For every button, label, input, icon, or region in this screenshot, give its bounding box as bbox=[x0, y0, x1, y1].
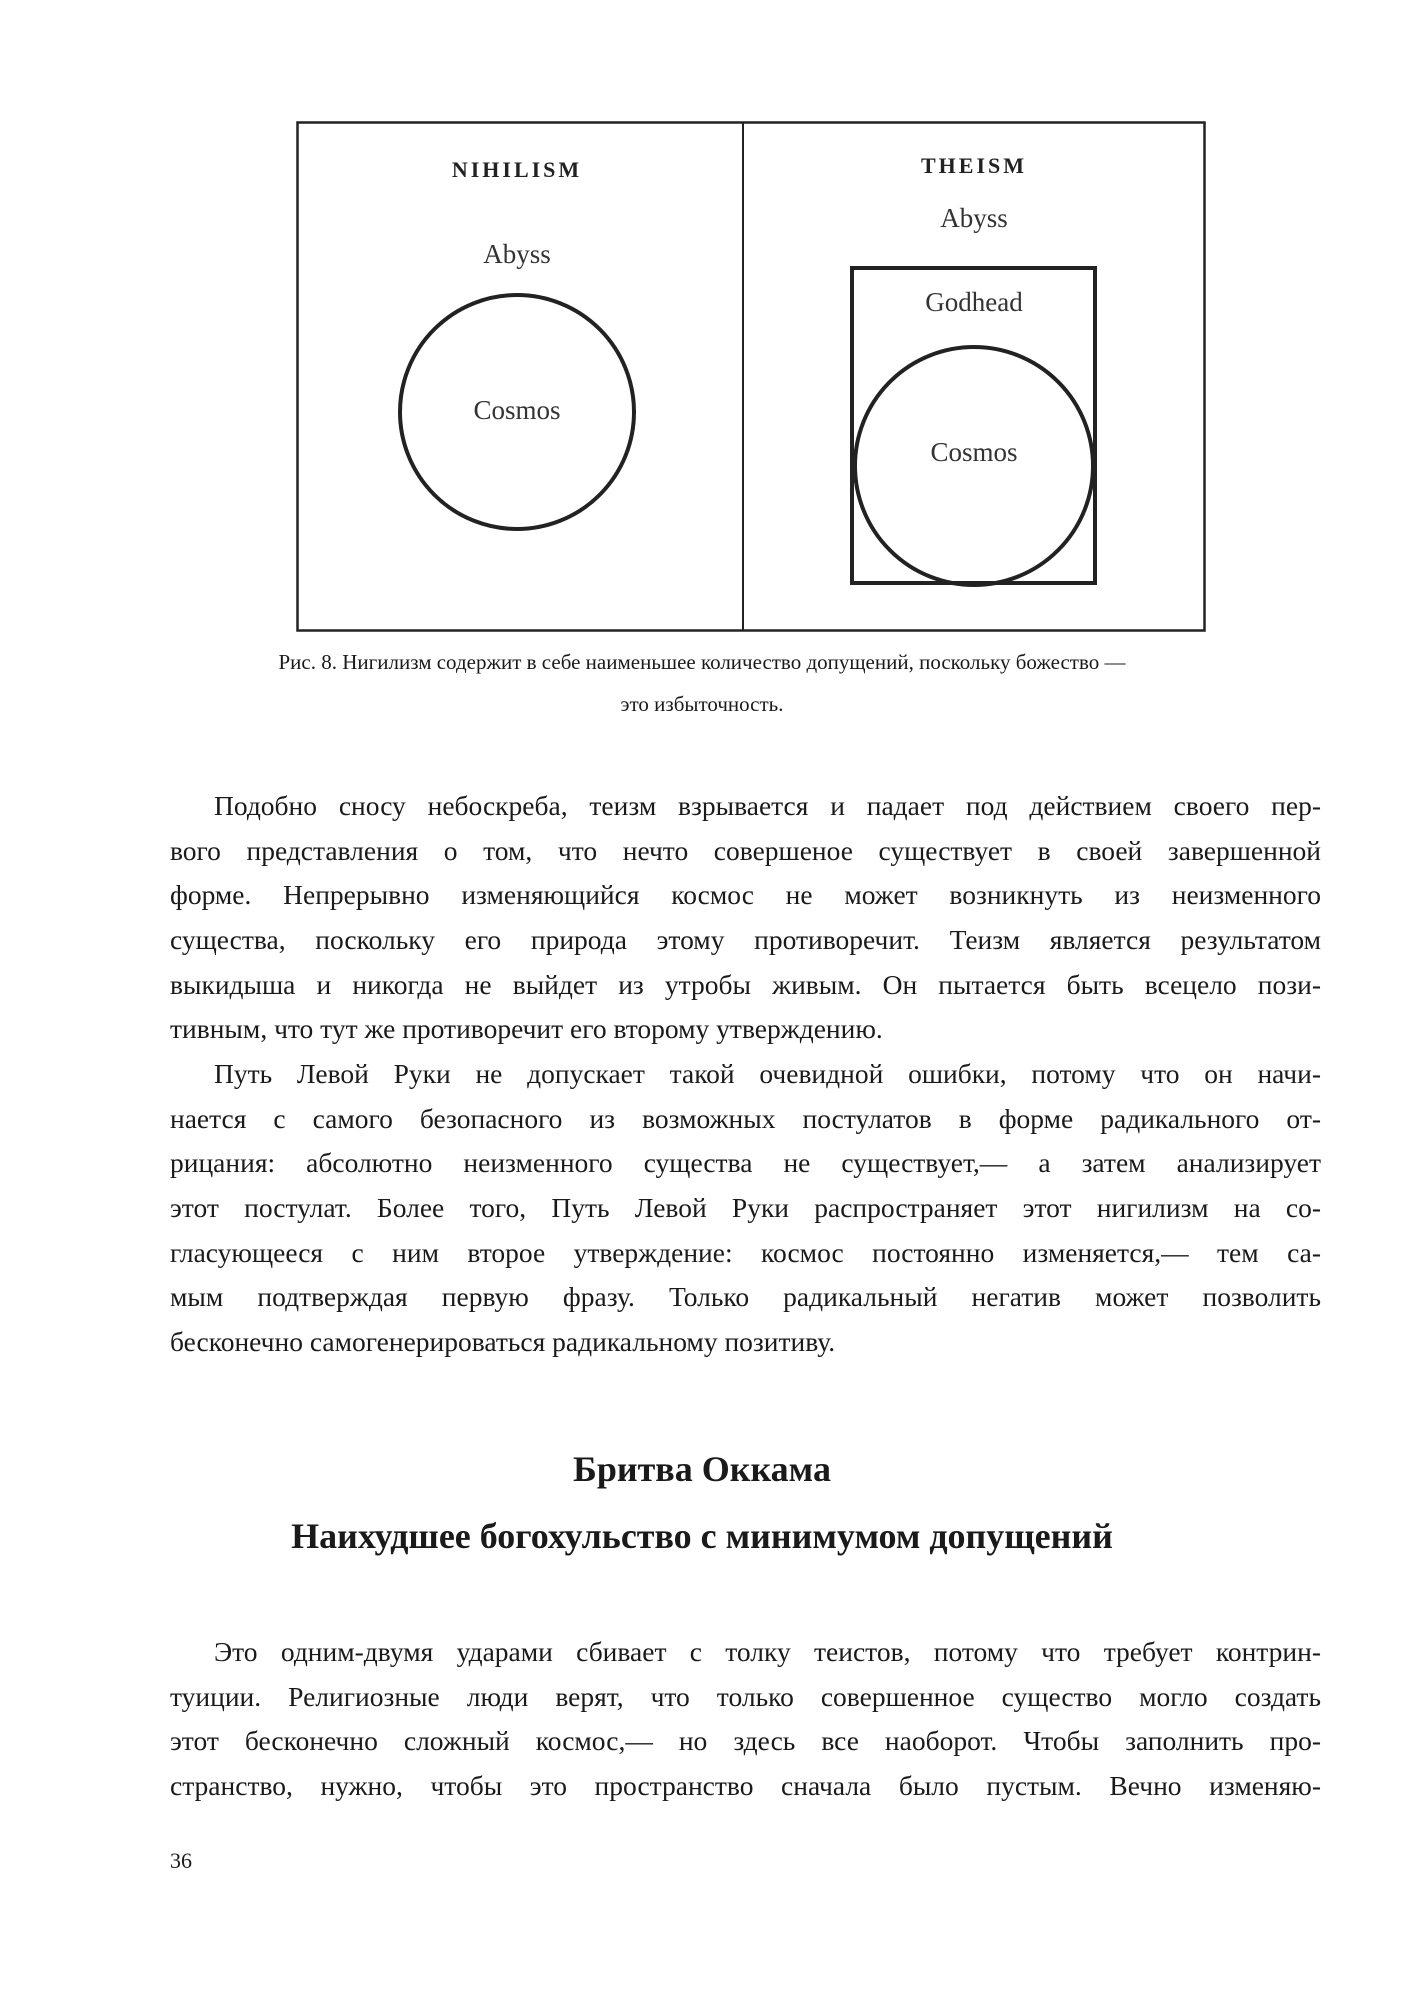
figure-diagram bbox=[296, 121, 1206, 632]
text-line: нается с самого безопасного из возможных постулатов в форме радикального от- bbox=[170, 1102, 1321, 1134]
text-line: этот бесконечно сложный космос,— но здесь все наоборот. Чтобы заполнить про- bbox=[170, 1725, 1321, 1757]
text-line: рицания: абсолютно неизменного существа не существует,— а затем анализирует bbox=[170, 1147, 1321, 1179]
paragraph-2 bbox=[170, 1052, 1321, 1365]
text-line: гласующееся с ним второе утверждение: космос постоянно изменяется,— тем са- bbox=[170, 1236, 1321, 1268]
nihilism-cosmos-label: Cosmos bbox=[473, 395, 561, 425]
nihilism-title: NIHILISM bbox=[451, 157, 583, 182]
text-line: тивным, что тут же противоречит его второму утверждению. bbox=[170, 1013, 883, 1045]
text-line: бесконечно самогенерироваться радикальному позитиву. bbox=[170, 1326, 836, 1358]
diagram-shapes bbox=[296, 121, 1206, 632]
godhead-label: Godhead bbox=[925, 287, 1023, 317]
theism-cosmos-label: Cosmos bbox=[930, 437, 1018, 467]
nihilism-abyss-label: Abyss bbox=[483, 239, 551, 269]
section-subtitle: Наихудшее богохульство с минимумом допущений bbox=[291, 1516, 1113, 1556]
text-line: Путь Левой Руки не допускает такой очевидной ошибки, потому что он начи- bbox=[214, 1058, 1321, 1089]
figure-caption-line: Рис. 8. Нигилизм содержит в себе наименьшее количество допущений, поскольку божество — bbox=[278, 650, 1126, 674]
paragraph-3 bbox=[170, 1630, 1321, 1809]
text-line: существа, поскольку его природа этому противоречит. Теизм является результатом bbox=[170, 924, 1321, 956]
text-line: туиции. Религиозные люди верят, что только совершенное существо могло создать bbox=[170, 1680, 1321, 1712]
text-line: выкидыша и никогда не выйдет из утробы живым. Он пытается быть всецело пози- bbox=[170, 968, 1321, 1000]
theism-abyss-label: Abyss bbox=[940, 203, 1008, 233]
text-line: Подобно сносу небоскреба, теизм взрывается и падает под действием своего пер- bbox=[214, 790, 1321, 821]
text-line: этот постулат. Более того, Путь Левой Руки распространяет этот нигилизм на со- bbox=[170, 1192, 1321, 1224]
page-number: 36 bbox=[170, 1848, 192, 1873]
section-title: Бритва Оккама bbox=[573, 1449, 831, 1489]
theism-title: THEISM bbox=[920, 153, 1028, 178]
text-line: странство, нужно, чтобы это пространство сначала было пустым. Вечно изменяю- bbox=[170, 1770, 1321, 1802]
outer-frame bbox=[298, 123, 1205, 631]
text-line: вого представления о том, что нечто совершеное существует в своей завершенной bbox=[170, 834, 1321, 866]
text-line: мым подтверждая первую фразу. Только радикальный негатив может позволить bbox=[170, 1281, 1321, 1313]
text-line: форме. Непрерывно изменяющийся космос не может возникнуть из неизменного bbox=[170, 879, 1321, 911]
figure-caption-line: это избыточность. bbox=[620, 692, 784, 716]
paragraph-1 bbox=[170, 784, 1321, 1052]
text-line: Это одним-двумя ударами сбивает с толку теистов, потому что требует контрин- bbox=[214, 1636, 1321, 1667]
